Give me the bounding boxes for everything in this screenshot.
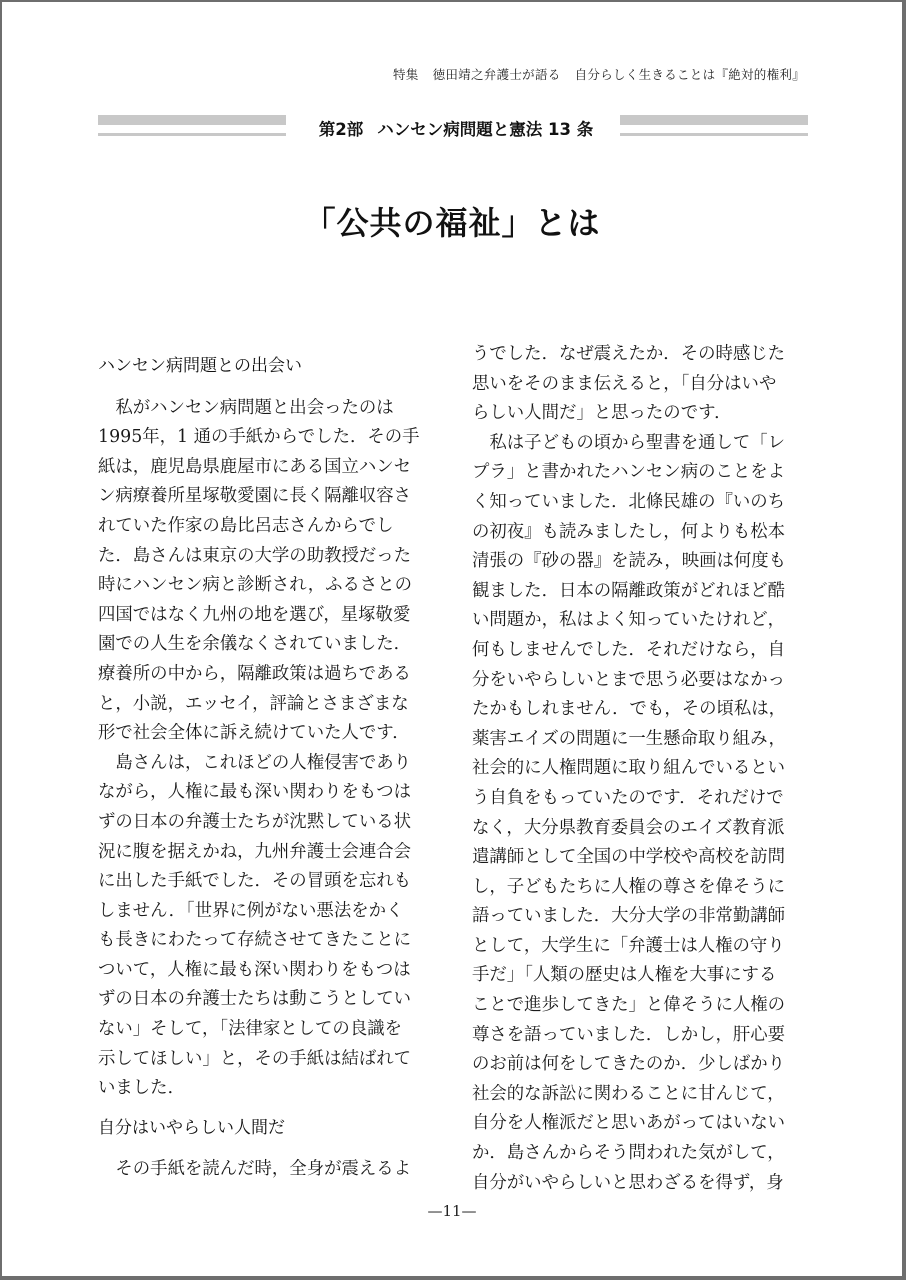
body-text-line: 遣講師として全国の中学校や高校を訪問 [472,847,786,868]
body-text-line: 況に腹を据えかね，九州弁護士会連合会 [98,841,412,862]
body-text-line: 手だ」「人類の歴史は人権を大事にする [472,965,777,986]
body-text-line: 形で社会全体に訴え続けていた人です． [98,723,410,744]
body-text-line: ない」そして，「法律家としての良識を [98,1019,402,1040]
header-rule-thick [98,115,286,125]
body-text-line: し，子どもたちに人権の尊さを偉そうに [472,876,786,897]
body-text-line: 紙は，鹿児島県鹿屋市にある国立ハンセ [98,456,412,477]
body-text-line: その手紙を読んだ時，全身が震えるよ [98,1159,412,1180]
running-head-subtitle: 自分らしく生きることは『絶対的権利』 [574,67,805,82]
body-text-line: 島さんは，これほどの人権侵害であり [98,752,412,773]
body-text-line: 自分を人権派だと思いあがってはいない [472,1113,786,1134]
body-text-line: 社会的な訴訟に関わることに甘んじて， [472,1083,785,1104]
text-column-right [472,340,818,1198]
body-text-line: か．島さんからそう問われた気がして， [472,1143,785,1164]
section-heading: ハンセン病問題との出会い [98,356,302,376]
header-rule-left [98,115,286,139]
body-text-line: うでした．なぜ震えたか．その時感じた [472,344,786,364]
body-text-line: 私は子どもの頃から聖書を通して「レ [472,432,786,453]
header-rule-thin [620,133,808,136]
header-rule-thick [620,115,808,125]
body-text-line: なく，大分県教育委員会のエイズ教育派 [472,817,785,838]
body-text-line: の初夜』も読みましたし，何よりも松本 [472,521,786,542]
page-number: —11— [427,1202,477,1220]
body-text-line: いました． [98,1078,185,1099]
header-rule-right [620,115,808,139]
body-text-line: ことで進歩してきた」と偉そうに人権の [472,995,786,1016]
body-text-line: 分をいやらしいとまで思う必要はなかっ [472,669,786,690]
body-text-line: として，大学生に「弁護士は人権の守り [472,935,785,956]
body-text-line: 私がハンセン病問題と出会ったのは [98,397,394,418]
part-title: ハンセン病問題と憲法 13 条 [377,120,594,139]
body-text-line: プラ」と書かれたハンセン病のことをよ [472,462,786,483]
body-text-line: 社会的に人権問題に取り組んでいるとい [472,758,786,779]
body-text-line: に出した手紙でした．その冒頭を忘れも [98,871,412,892]
body-text-line: 自分がいやらしいと思わざるを得ず，身 [472,1172,784,1193]
running-head [393,65,805,83]
article-title: 「公共の福祉」とは [303,204,601,242]
body-text-line: のお前は何をしてきたのか．少しばかり [472,1054,786,1075]
part-header [298,116,614,140]
body-text-line: 語っていました．大分大学の非常勤講師 [472,906,786,927]
body-text-line: らしい人間だ」と思ったのです． [472,403,732,424]
body-text-line: も長きにわたって存続させてきたことに [98,930,412,951]
body-text-line: 園での人生を余儀なくされていました． [98,634,412,655]
body-text-line: 薬害エイズの問題に一生懸命取り組み， [472,728,786,749]
part-label: 第2部 [318,120,364,139]
body-text-line: ずの日本の弁護士たちが沈黙している状 [98,811,412,832]
body-text-line: 示してほしい」と，その手紙は結ばれて [98,1048,412,1069]
body-text-line: ながら，人権に最も深い関わりをもつは [98,782,412,803]
body-text-line: い問題か，私はよく知っていたけれど， [472,610,786,631]
body-text-line: 四国ではなく九州の地を選び，星塚敬愛 [98,604,411,625]
body-text-line: う自負をもっていたのです．それだけで [472,787,784,808]
body-text-line: た．島さんは東京の大学の助教授だった [98,545,412,566]
body-text-line: 清張の『砂の器』を読み，映画は何度も [472,551,787,572]
body-text-line: と，小説，エッセイ，評論とさまざまな [98,693,409,714]
body-text-line: 何もしませんでした．それだけなら，自 [472,639,786,660]
running-head-section: 特集 [392,67,419,82]
body-text-line: 尊さを語っていました．しかし，肝心要 [472,1024,786,1045]
body-text-line: 観ました．日本の隔離政策がどれほど酷 [472,580,786,601]
header-rule-thin [98,133,286,136]
body-text-line: く知っていました．北條民雄の『いのち [472,491,786,512]
running-head-speaker: 徳田靖之弁護士が語る [432,67,561,82]
body-text-line: ン病療養所星塚敬愛園に長く隔離収容さ [98,486,412,507]
body-text-line: 思いをそのまま伝えると，「自分はいや [472,373,777,394]
body-text-line: 時にハンセン病と診断され，ふるさとの [98,575,413,596]
body-text-line: ずの日本の弁護士たちは動こうとしてい [98,989,412,1010]
body-text-line: れていた作家の島比呂志さんからでし [98,515,394,536]
text-column-left [98,340,444,1185]
body-text-line: しません．「世界に例がない悪法をかく [98,900,404,921]
body-text-line: 1995年，1 通の手紙からでした．その手 [98,427,420,448]
body-text-line: 療養所の中から，隔離政策は過ちである [98,663,411,684]
section-heading: 自分はいやらしい人間だ [98,1117,285,1138]
body-text-line: ついて，人権に最も深い関わりをもつは [98,959,411,980]
body-text-line: たかもしれません．でも，その頃私は， [472,699,787,720]
document-page [2,2,902,1276]
